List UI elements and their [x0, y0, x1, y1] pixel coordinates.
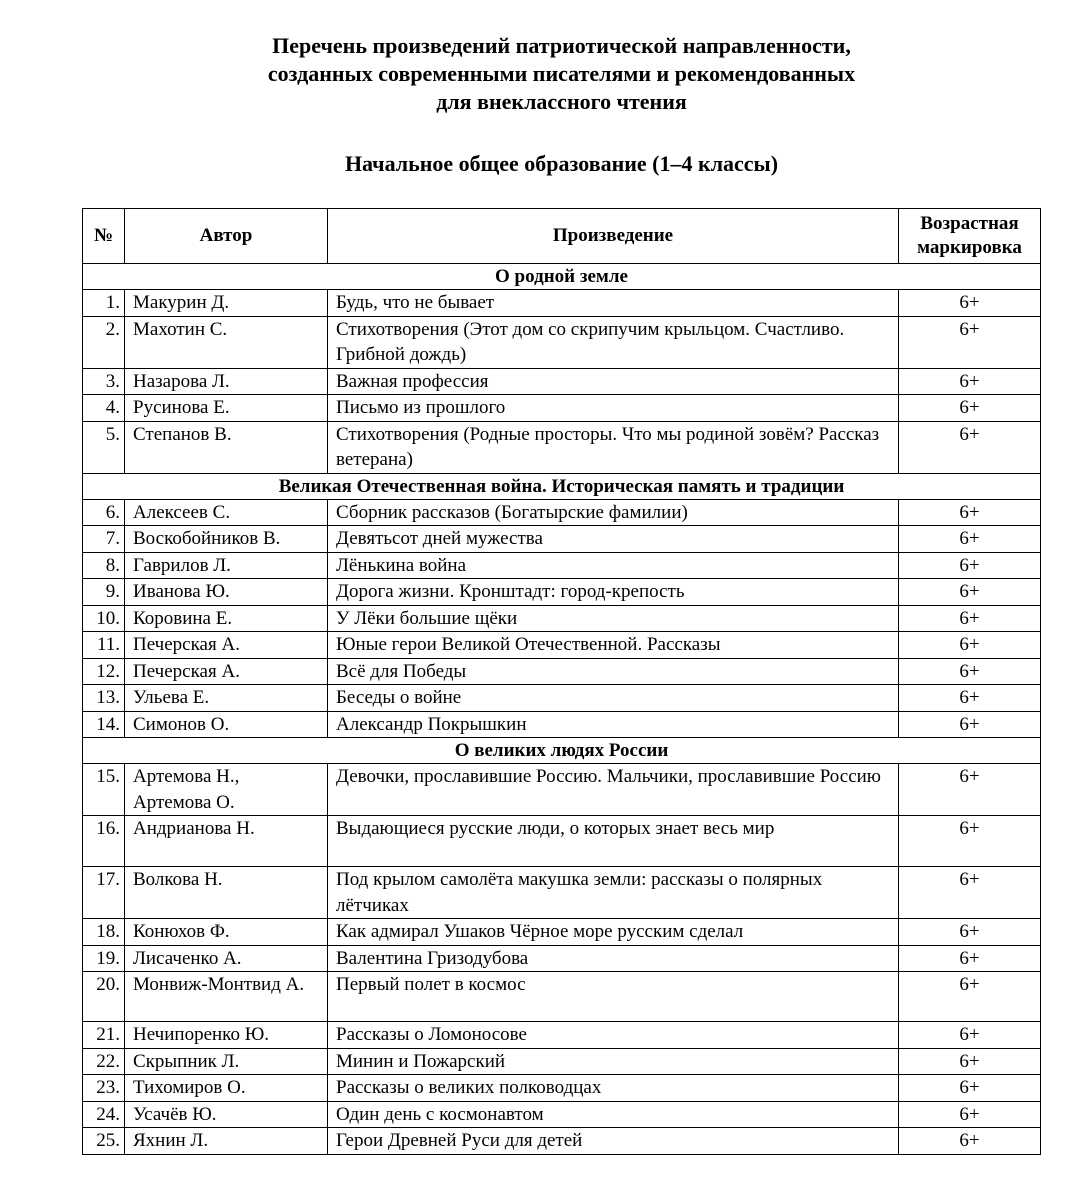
row-work: Дорога жизни. Кронштадт: город-крепость — [328, 579, 899, 606]
section-row — [83, 473, 1041, 499]
table-row — [83, 1128, 1041, 1155]
row-age: 6+ — [899, 579, 1041, 606]
row-number: 9. — [83, 579, 125, 606]
row-work: Лёнькина война — [328, 552, 899, 579]
row-age: 6+ — [899, 526, 1041, 553]
section-row — [83, 264, 1041, 290]
table-row — [83, 816, 1041, 867]
row-age: 6+ — [899, 1128, 1041, 1155]
row-number: 5. — [83, 421, 125, 473]
row-number: 17. — [83, 867, 125, 919]
row-author: Русинова Е. — [125, 395, 328, 422]
row-work: Стихотворения (Родные просторы. Что мы родиной зовём? Рассказ ветерана) — [328, 421, 899, 473]
row-author: Махотин С. — [125, 316, 328, 368]
row-age: 6+ — [899, 816, 1041, 867]
table-body — [83, 264, 1041, 1155]
header-work: Произведение — [328, 209, 899, 264]
title-line-2: созданных современными писателями и рекомендованных — [267, 61, 856, 86]
row-age: 6+ — [899, 764, 1041, 816]
row-work: Минин и Пожарский — [328, 1048, 899, 1075]
row-author: Гаврилов Л. — [125, 552, 328, 579]
section-title: О великих людях России — [83, 738, 1041, 764]
table-row — [83, 579, 1041, 606]
row-author: Печерская А. — [125, 658, 328, 685]
table-row — [83, 499, 1041, 526]
table-row — [83, 972, 1041, 1022]
row-age: 6+ — [899, 1048, 1041, 1075]
row-work: Девятьсот дней мужества — [328, 526, 899, 553]
title-line-1: Перечень произведений патриотической направленности, — [272, 33, 851, 58]
row-number: 10. — [83, 605, 125, 632]
row-author: Воскобойников В. — [125, 526, 328, 553]
row-number: 1. — [83, 290, 125, 317]
row-age: 6+ — [899, 919, 1041, 946]
row-age: 6+ — [899, 368, 1041, 395]
row-work: Письмо из прошлого — [328, 395, 899, 422]
row-author: Макурин Д. — [125, 290, 328, 317]
row-age: 6+ — [899, 605, 1041, 632]
row-number: 21. — [83, 1022, 125, 1049]
row-work: Стихотворения (Этот дом со скрипучим крыльцом. Счастливо. Грибной дождь) — [328, 316, 899, 368]
row-number: 16. — [83, 816, 125, 867]
row-author: Симонов О. — [125, 711, 328, 738]
row-author: Коровина Е. — [125, 605, 328, 632]
table-row — [83, 711, 1041, 738]
row-work: Беседы о войне — [328, 685, 899, 712]
row-number: 6. — [83, 499, 125, 526]
row-age: 6+ — [899, 316, 1041, 368]
row-author: Алексеев С. — [125, 499, 328, 526]
row-number: 4. — [83, 395, 125, 422]
table-row — [83, 1048, 1041, 1075]
section-row — [83, 738, 1041, 764]
row-author: Печерская А. — [125, 632, 328, 659]
table-row — [83, 764, 1041, 816]
row-number: 2. — [83, 316, 125, 368]
row-author: Лисаченко А. — [125, 945, 328, 972]
row-number: 3. — [83, 368, 125, 395]
row-work: Как адмирал Ушаков Чёрное море русским сделал — [328, 919, 899, 946]
row-author: Яхнин Л. — [125, 1128, 328, 1155]
row-work: Рассказы о Ломоносове — [328, 1022, 899, 1049]
table-row — [83, 1075, 1041, 1102]
header-author: Автор — [125, 209, 328, 264]
row-author: Монвиж-Монтвид А. — [125, 972, 328, 1022]
row-number: 22. — [83, 1048, 125, 1075]
row-age: 6+ — [899, 290, 1041, 317]
row-age: 6+ — [899, 945, 1041, 972]
document-title — [0, 32, 1075, 116]
row-number: 8. — [83, 552, 125, 579]
table-row — [83, 421, 1041, 473]
row-number: 25. — [83, 1128, 125, 1155]
row-age: 6+ — [899, 499, 1041, 526]
row-number: 19. — [83, 945, 125, 972]
table-row — [83, 395, 1041, 422]
row-author: Степанов В. — [125, 421, 328, 473]
row-work: Юные герои Великой Отечественной. Рассказы — [328, 632, 899, 659]
table-header-row — [83, 209, 1041, 264]
row-number: 14. — [83, 711, 125, 738]
row-author: Иванова Ю. — [125, 579, 328, 606]
row-age: 6+ — [899, 632, 1041, 659]
row-age: 6+ — [899, 711, 1041, 738]
row-work: Александр Покрышкин — [328, 711, 899, 738]
row-author: Тихомиров О. — [125, 1075, 328, 1102]
row-number: 20. — [83, 972, 125, 1022]
row-author: Андрианова Н. — [125, 816, 328, 867]
row-age: 6+ — [899, 1075, 1041, 1102]
row-number: 15. — [83, 764, 125, 816]
section-title: Великая Отечественная война. Историческая память и традиции — [83, 473, 1041, 499]
row-work: Валентина Гризодубова — [328, 945, 899, 972]
table-row — [83, 1101, 1041, 1128]
row-age: 6+ — [899, 1022, 1041, 1049]
row-work: Герои Древней Руси для детей — [328, 1128, 899, 1155]
row-age: 6+ — [899, 972, 1041, 1022]
table-row — [83, 526, 1041, 553]
row-work: Рассказы о великих полководцах — [328, 1075, 899, 1102]
row-work: Один день с космонавтом — [328, 1101, 899, 1128]
table-row — [83, 368, 1041, 395]
works-table — [82, 208, 1041, 1155]
row-work: Сборник рассказов (Богатырские фамилии) — [328, 499, 899, 526]
row-number: 7. — [83, 526, 125, 553]
row-age: 6+ — [899, 421, 1041, 473]
row-author: Волкова Н. — [125, 867, 328, 919]
row-work: Будь, что не бывает — [328, 290, 899, 317]
table-row — [83, 658, 1041, 685]
table-row — [83, 632, 1041, 659]
table-row — [83, 945, 1041, 972]
row-work: Под крылом самолёта макушка земли: рассказы о полярных лётчиках — [328, 867, 899, 919]
row-author: Нечипоренко Ю. — [125, 1022, 328, 1049]
header-num: № — [83, 209, 125, 264]
table-row — [83, 867, 1041, 919]
row-author: Усачёв Ю. — [125, 1101, 328, 1128]
table-row — [83, 316, 1041, 368]
row-age: 6+ — [899, 552, 1041, 579]
table-row — [83, 552, 1041, 579]
row-work: У Лёки большие щёки — [328, 605, 899, 632]
section-title: О родной земле — [83, 264, 1041, 290]
row-number: 24. — [83, 1101, 125, 1128]
row-author: Конюхов Ф. — [125, 919, 328, 946]
table-row — [83, 1022, 1041, 1049]
row-work: Важная профессия — [328, 368, 899, 395]
row-work: Выдающиеся русские люди, о которых знает весь мир — [328, 816, 899, 867]
title-line-3: для внеклассного чтения — [436, 89, 687, 114]
row-age: 6+ — [899, 685, 1041, 712]
row-author: Назарова Л. — [125, 368, 328, 395]
row-work: Девочки, прославившие Россию. Мальчики, прославившие Россию — [328, 764, 899, 816]
row-number: 13. — [83, 685, 125, 712]
document-subtitle: Начальное общее образование (1–4 классы) — [344, 151, 779, 176]
row-age: 6+ — [899, 395, 1041, 422]
row-author: Скрыпник Л. — [125, 1048, 328, 1075]
row-work: Всё для Победы — [328, 658, 899, 685]
row-number: 23. — [83, 1075, 125, 1102]
table-row — [83, 685, 1041, 712]
row-number: 11. — [83, 632, 125, 659]
table-row — [83, 605, 1041, 632]
table-row — [83, 290, 1041, 317]
row-author: Ульева Е. — [125, 685, 328, 712]
row-age: 6+ — [899, 658, 1041, 685]
table-row — [83, 919, 1041, 946]
row-age: 6+ — [899, 1101, 1041, 1128]
row-author: Артемова Н., Артемова О. — [125, 764, 328, 816]
row-work: Первый полет в космос — [328, 972, 899, 1022]
row-number: 18. — [83, 919, 125, 946]
row-number: 12. — [83, 658, 125, 685]
row-age: 6+ — [899, 867, 1041, 919]
header-age: Возрастная маркировка — [899, 209, 1041, 264]
